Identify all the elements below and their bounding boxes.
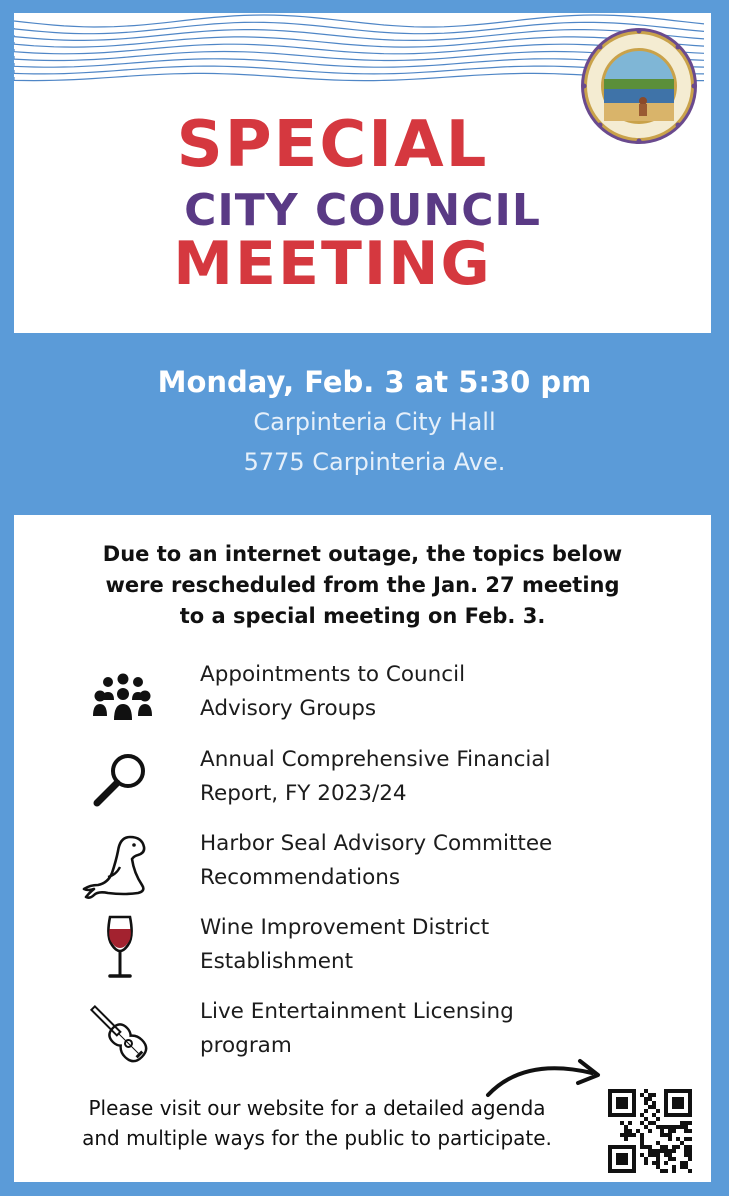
event-venue: Carpinteria City Hall [253,408,496,436]
footer-line: and multiple ways for the public to participate. [82,1126,552,1150]
topic-item [14,743,711,823]
agenda-panel [14,515,711,1182]
notice-line: were rescheduled from the Jan. 27 meeting [105,573,620,597]
reschedule-notice [34,539,691,632]
topic-text [200,827,680,895]
notice-line: to a special meeting on Feb. 3. [179,604,546,628]
website-notice [32,1093,602,1153]
qr-code[interactable] [608,1089,692,1173]
event-date-time: Monday, Feb. 3 at 5:30 pm [157,365,592,399]
topic-line: Live Entertainment Licensing [200,999,514,1024]
seal-animal-icon [80,827,160,907]
topic-item [14,911,711,991]
notice-line: Due to an internet outage, the topics below [102,542,623,566]
topic-line: Establishment [200,949,354,974]
topic-text [200,911,680,979]
topic-item [14,658,711,738]
topic-line: Appointments to Council [200,662,466,687]
footer-line: Please visit our website for a detailed agenda [88,1096,546,1120]
topic-line: Report, FY 2023/24 [200,781,407,806]
topic-line: Wine Improvement District [200,915,490,940]
title-special: SPECIAL [176,108,489,182]
header-panel [14,13,711,333]
topic-line: Annual Comprehensive Financial [200,747,551,772]
title-meeting: MEETING [173,229,492,299]
topic-item [14,827,711,907]
topic-line: program [200,1033,292,1058]
wine-glass-icon [80,911,160,991]
topic-line: Harbor Seal Advisory Committee [200,831,553,856]
topic-line: Advisory Groups [200,696,377,721]
topic-text [200,658,680,726]
group-icon [80,658,160,738]
event-info [0,362,729,482]
guitar-icon [80,995,160,1075]
meeting-title [14,108,711,299]
title-city-council: CITY COUNCIL [184,185,541,236]
magnifier-icon [80,743,160,823]
event-address: 5775 Carpinteria Ave. [243,448,506,476]
topic-text [200,743,680,811]
topic-line: Recommendations [200,865,401,890]
